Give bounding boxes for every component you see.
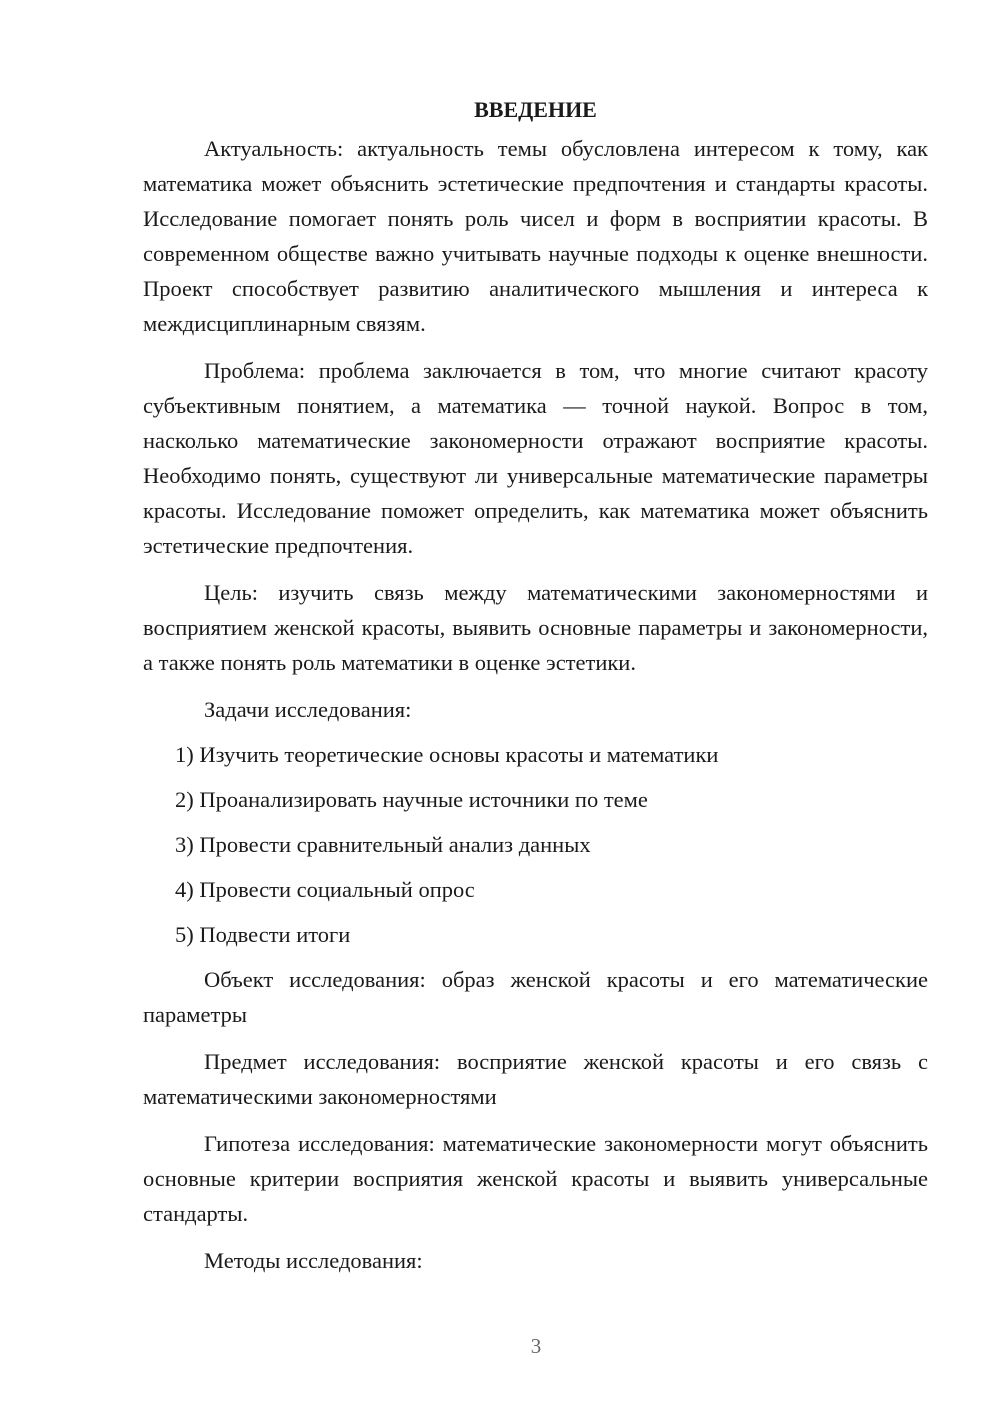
page-title: ВВЕДЕНИЕ: [474, 97, 597, 122]
page-content: [143, 92, 928, 1288]
hypothesis-paragraph: Гипотеза исследования: математические закономерности могут объяснить основные критерии восприятия женской красоты и выявить универсальные стандарты.: [143, 1131, 928, 1226]
problem-paragraph: Проблема: проблема заключается в том, что многие считают красоту субъективным понятием, а математика — точной наукой. Вопрос в том, насколько математические закономерности отражают восприятие красоты. Необходимо понять, существуют ли универсальные математические параметры красоты. Исследование поможет определить, как математика может объяснить эстетические предпочтения.: [143, 358, 928, 558]
page-number: 3: [530, 1334, 542, 1358]
object-paragraph: Объект исследования: образ женской красоты и его математические параметры: [143, 967, 928, 1027]
goal-paragraph: Цель: изучить связь между математическими закономерностями и восприятием женской красоты, выявить основные параметры и закономерности, а также понять роль математики в оценке эстетики.: [143, 580, 928, 675]
methods-heading: Методы исследования:: [204, 1248, 423, 1273]
list-item: 3) Провести сравнительный анализ данных: [175, 832, 591, 857]
list-item: 1) Изучить теоретические основы красоты и математики: [175, 742, 719, 767]
list-item: 5) Подвести итоги: [175, 922, 351, 947]
subject-paragraph: Предмет исследования: восприятие женской красоты и его связь с математическими закономерностями: [143, 1049, 928, 1109]
relevance-paragraph: Актуальность: актуальность темы обусловлена интересом к тому, как математика может объяснить эстетические предпочтения и стандарты красоты. Исследование помогает понять роль чисел и форм в восприятии красоты. В современном обществе важно учитывать научные подходы к оценке внешности. Проект способствует развитию аналитического мышления и интереса к междисциплинарным связям.: [143, 136, 928, 336]
list-item: 4) Провести социальный опрос: [175, 877, 475, 902]
tasks-heading: Задачи исследования:: [204, 697, 412, 722]
tasks-list: [143, 737, 928, 952]
list-item: 2) Проанализировать научные источники по теме: [175, 787, 648, 812]
